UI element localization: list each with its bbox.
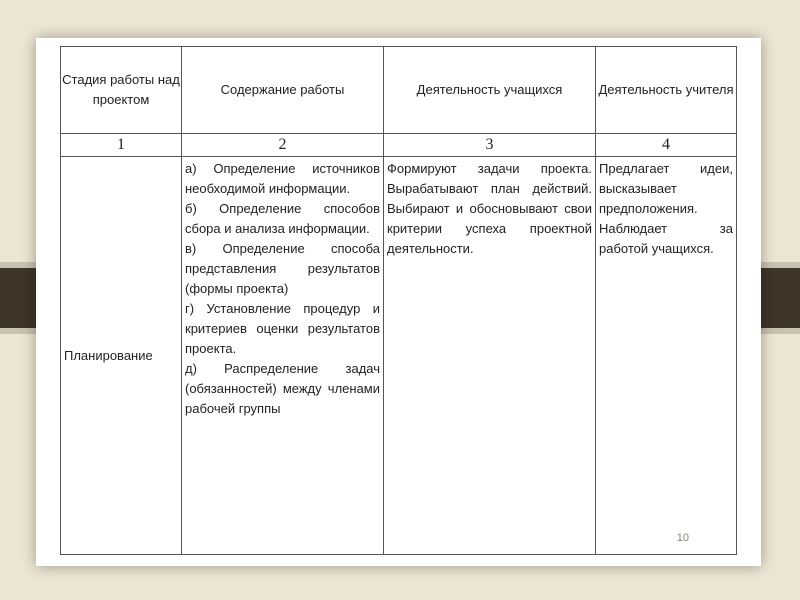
table-header-row: [61, 47, 737, 134]
content-cell: [182, 157, 384, 555]
content-item: д) Распределение задач (обязанностей) между членами рабочей группы: [185, 361, 380, 416]
column-number: 3: [384, 134, 596, 157]
project-stages-table: [60, 46, 737, 555]
table-row: [61, 157, 737, 555]
content-item: в) Определение способа представления результатов (формы проекта): [185, 241, 380, 296]
column-number: 4: [596, 134, 737, 157]
column-number: 2: [182, 134, 384, 157]
teacher-activity-item: Предлагает идеи, высказывает предположения.: [599, 161, 733, 216]
slide: [36, 38, 761, 566]
column-number: 1: [61, 134, 182, 157]
header-cell: Деятельность учащихся: [384, 47, 596, 134]
teacher-activity-cell: [596, 157, 737, 555]
teacher-activity-item: Наблюдает за работой учащихся.: [599, 221, 733, 256]
stage-cell: Планирование: [61, 157, 182, 555]
content-item: г) Установление процедур и критериев оценки результатов проекта.: [185, 301, 380, 356]
content-item: а) Определение источников необходимой информации.: [185, 161, 380, 196]
column-number-row: [61, 134, 737, 157]
header-cell: Содержание работы: [182, 47, 384, 134]
header-cell: Стадия работы над проектом: [61, 47, 182, 134]
page-number: 10: [676, 532, 689, 544]
header-cell: Деятельность учителя: [596, 47, 737, 134]
content-item: б) Определение способов сбора и анализа информации.: [185, 201, 380, 236]
student-activity-cell: [384, 157, 596, 555]
student-activity-text: Формируют задачи проекта. Вырабатывают план действий. Выбирают и обосновывают свои критерии успеха проектной деятельности.: [387, 161, 592, 256]
